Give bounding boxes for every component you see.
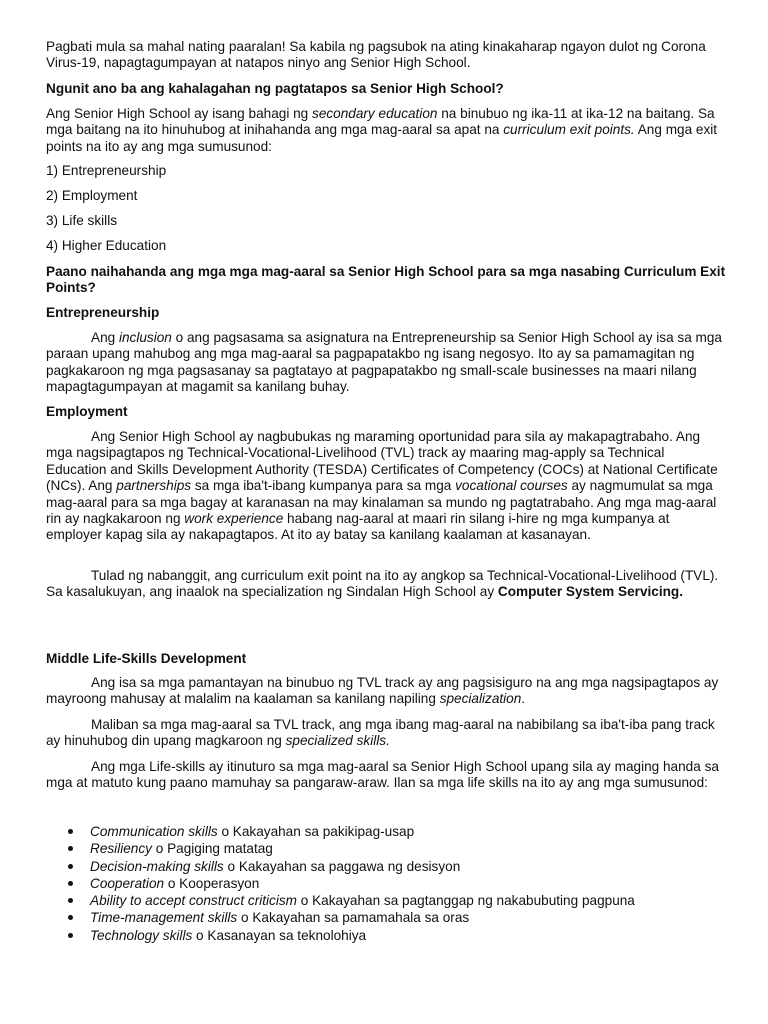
list-item: Decision-making skills o Kakayahan sa paggawa ng desisyon — [64, 858, 724, 875]
exit-point-item: 2) Employment — [46, 188, 138, 203]
life-skills-paragraph-1: Ang isa sa mga pamantayan na binubuo ng TVL track ay ang pagsisiguro na ang mga nagsipagtapos ay mayroong mahusay at malalim na kaalaman sa kanilang napiling specialization. — [46, 675, 719, 707]
list-item: Time-management skills o Kakayahan sa pamamahala sa oras — [64, 909, 724, 926]
life-skills-paragraph-2: Maliban sa mga mag-aaral sa TVL track, ang mga ibang mag-aaral na nabibilang sa iba't-iba pang track ay hinuhubog din upang magkaroon ng specialized skills. — [46, 717, 715, 749]
list-item: Resiliency o Pagiging matatag — [64, 840, 724, 857]
list-item: Ability to accept construct criticism o Kakayahan sa pagtanggap ng nakabubuting pagpuna — [64, 892, 724, 909]
bullet-icon — [68, 898, 73, 903]
exit-point-item: 4) Higher Education — [46, 238, 167, 253]
entrepreneurship-heading: Entrepreneurship — [46, 305, 160, 320]
employment-heading: Employment — [46, 404, 128, 419]
employment-paragraph-2: Tulad ng nabanggit, ang curriculum exit point na ito ay angkop sa Technical-Vocational-Livelihood (TVL). Sa kasalukuyan, ang inaalok na specialization ng Sindalan High School ay Computer System Servicing. — [46, 568, 719, 600]
bullet-icon — [68, 933, 73, 938]
life-skills-paragraph-3: Ang mga Life-skills ay itinuturo sa mga mag-aaral sa Senior High School upang sila ay maging handa sa mga at matuto kung paano mamuhay sa pangaraw-araw. Ilan sa mga life skills na ito ay ang mga sumusunod: — [46, 759, 719, 791]
list-item: Technology skills o Kasanayan sa teknolohiya — [64, 927, 724, 944]
bullet-icon — [68, 829, 73, 834]
entrepreneurship-paragraph: Ang inclusion o ang pagsasama sa asignatura na Entrepreneurship sa Senior High School ay isa sa mga paraan upang mahubog ang mga mag-aaral sa pagpapatakbo ng isang negosyo. Ito ay sa pamamagitan ng pagkakaroon ng mga pagsasanay sa pagtatayo at pagpapatakbo ng small-scale businesses na maari nilang mapagtagumpayan at magamit sa kanilang buhay. — [46, 330, 722, 395]
exit-point-item: 3) Life skills — [46, 213, 118, 228]
bullet-icon — [68, 846, 73, 851]
list-item: Communication skills o Kakayahan sa pakikipag-usap — [64, 823, 724, 840]
employment-paragraph-1: Ang Senior High School ay nagbubukas ng maraming oportunidad para sila ay makapagtrabaho. Ang mga nagsipagtapos ng Technical-Vocational-Livelihood (TVL) track ay maaring mag-apply sa Technical Education and Skills Development Authority (TESDA) Certificates of Competency (COCs) at National Certificate (NCs). Ang partnerships sa mga iba't-ibang kumpanya para sa mga vocational courses ay nagmumulat sa mga mag-aaral para sa mga bagay at karanasan na may kinalaman sa mundo ng pagtatrabaho. Ang mga mag-aaral rin ay nagkakaroon ng work experience habang nag-aaral at maari rin silang i-hire ng mga kumpanya at employer kapag sila ay nakapagtapos. At ito ay batay sa kanilang kaalaman at kasanayan. — [46, 429, 718, 543]
list-item: Cooperation o Kooperasyon — [64, 875, 724, 892]
definition-paragraph: Ang Senior High School ay isang bahagi ng secondary education na binubuo ng ika-11 at ika-12 na baitang. Sa mga baitang na ito hinuhubog at inihahanda ang mga mag-aaral sa apat na curriculum exit points. Ang mga exit points na ito ay ang mga sumusunod: — [46, 106, 718, 154]
intro-question: Ngunit ano ba ang kahalagahan ng pagtatapos sa Senior High School? — [46, 81, 504, 96]
exit-point-item: 1) Entrepreneurship — [46, 163, 167, 178]
life-skills-heading: Middle Life-Skills Development — [46, 651, 247, 666]
prep-question-heading: Paano naihahanda ang mga mga mag-aaral sa Senior High School para sa mga nasabing Curriculum Exit Points? — [46, 264, 726, 296]
intro-greeting: Pagbati mula sa mahal nating paaralan! Sa kabila ng pagsubok na ating kinakaharap ngayon dulot ng Corona Virus-19, napagtagumpayan at natapos ninyo ang Senior High School. — [46, 39, 706, 71]
bullet-icon — [68, 881, 73, 886]
bullet-icon — [68, 915, 73, 920]
life-skills-list — [64, 823, 724, 944]
bullet-icon — [68, 864, 73, 869]
